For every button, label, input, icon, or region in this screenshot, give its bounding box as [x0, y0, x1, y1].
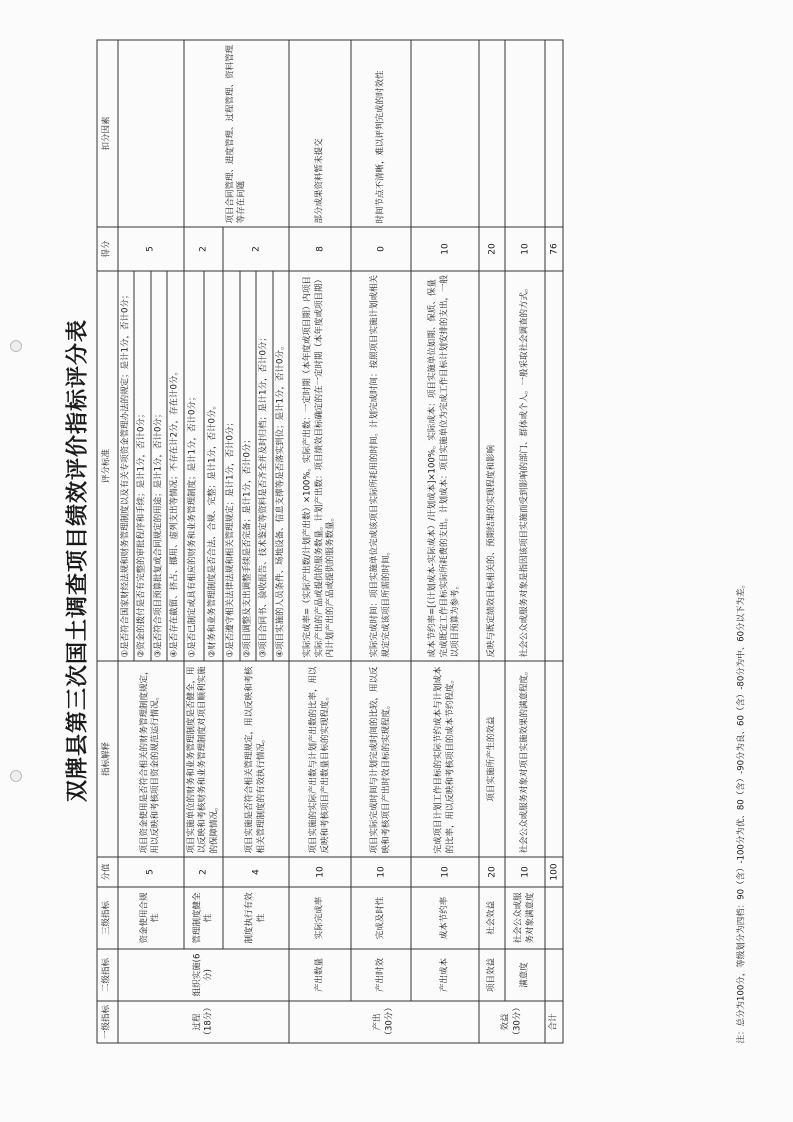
- level2-cell: 满意度: [505, 949, 545, 1001]
- deduction-cell: [505, 40, 545, 227]
- level2-cell: 产出时效: [351, 949, 411, 1001]
- criterion-cell: 实际完成率=（实际产出数/计划产出数）×100%。实际产出数：一定时期（本年度或项目期）内项目实际产出的产品或提供的服务数量。计划产出数：项目绩效目标确定的在一定时期（本年度或项目期）内计划产出的产品或提供的服务数量。: [289, 271, 351, 661]
- criterion-cell: ①是否符合国家财经法规和财务管理制度以及有关专项资金管理办法的规定；是计1分，否计0分；: [118, 271, 134, 661]
- explanation-cell: 项目实施单位的财务和业务管理制度是否健全，用以反映和考核财务和业务管理制度对项目顺利实施的保障情况。: [184, 661, 223, 857]
- criterion-cell: 成本节约率=[（计划成本-实际成本）/计划成本]×100%。实际成本：项目实施单位如期、保质、保量完成既定工作目标实际所耗费的支出。计划成本：项目实施单位为完成工作目标计划安排的支出，一般以项目预算为参考。: [411, 271, 479, 661]
- level3-cell: 成本节约率: [411, 887, 479, 949]
- weight-cell: 10: [351, 857, 411, 887]
- explanation-cell: 项目实施所产生的效益: [479, 661, 505, 857]
- score-cell: 8: [289, 227, 351, 271]
- criterion-cell: 社会公众或服务对象是指因该项目实施而受到影响的部门、群体或个人。一般采取社会调查的方式。: [505, 271, 545, 661]
- explanation-cell: 项目实施是否符合相关管理规定，用以反映和考核相关管理制度的有效执行情况。: [223, 661, 289, 857]
- explanation-cell: 社会公众或服务对象对项目实施效果的满意程度。: [505, 661, 545, 857]
- rotated-content: [1, 0, 793, 1122]
- weight-cell: 10: [505, 857, 545, 887]
- empty-cell: [545, 887, 563, 949]
- criterion-cell: ②资金的拨付是否有完整的审批程序和手续；是计1分，否计0分；: [134, 271, 150, 661]
- table-row: [289, 40, 351, 1043]
- table-row: [351, 40, 411, 1043]
- criterion-cell: ④项目实施的人员条件、场地设备、信息支撑等是否落实到位；是计1分，否计0分。: [273, 271, 289, 661]
- evaluation-table: [97, 40, 564, 1044]
- col-header: 二级指标: [97, 949, 118, 1001]
- col-header: 得分: [97, 227, 118, 271]
- empty-cell: [545, 661, 563, 857]
- level2-cell: 组织实施(6分): [118, 949, 289, 1001]
- table-row: [505, 40, 545, 1043]
- col-header: 分值: [97, 857, 118, 887]
- score-cell: 10: [411, 227, 479, 271]
- level1-cell: 效益（30分）: [479, 1001, 545, 1043]
- table-row: [118, 40, 134, 1043]
- table-row: [184, 40, 204, 1043]
- criterion-cell: ③是否符合项目预算批复或合同规定的用途；是计1分，否计0分；: [151, 271, 167, 661]
- level3-cell: 资金使用合规性: [118, 887, 184, 949]
- deduction-cell: 项目合同管理、进度管理、过程管理、资料管理等存在问题: [184, 40, 289, 227]
- explanation-cell: 项目资金使用是否符合相关的财务管理制度规定，用以反映和考核项目资金的规范运行情况。: [118, 661, 184, 857]
- total-row: [545, 40, 563, 1043]
- table-row: [411, 40, 479, 1043]
- total-weight: 100: [545, 857, 563, 887]
- level1-cell: 过程（18分）: [118, 1001, 289, 1043]
- col-header: 评分标准: [97, 271, 118, 661]
- level3-cell: 社会效益: [479, 887, 505, 949]
- header-row: [97, 40, 118, 1043]
- explanation-cell: 项目实际完成时间与计划完成时间的比较，用以反映和考核项目产出时效目标的实现程度。: [351, 661, 411, 857]
- level1-cell: 产出（30分）: [289, 1001, 479, 1043]
- level3-cell: 完成及时性: [351, 887, 411, 949]
- level2-cell: 产出数量: [289, 949, 351, 1001]
- criterion-cell: ②项目调整及支出调整手续是否完备；是计1分，否计0分；: [240, 271, 256, 661]
- deduction-cell: 部分成果资料暂未提交: [289, 40, 351, 227]
- deduction-cell: [411, 40, 479, 227]
- score-cell: 2: [184, 227, 223, 271]
- total-score: 76: [545, 227, 563, 271]
- col-header: 三级指标: [97, 887, 118, 949]
- criterion-cell: ④是否存在截留、挤占、挪用、虚列支出等情况；不存在计2分，存在计0分。: [167, 271, 183, 661]
- empty-cell: [545, 949, 563, 1001]
- criterion-cell: 实际完成时间：项目实施单位完成该项目实际所耗用的时间。计划完成时间：按照项目实施计划或相关规定完成该项目所需的时间。: [351, 271, 411, 661]
- score-cell: 5: [118, 227, 184, 271]
- weight-cell: 5: [118, 857, 184, 887]
- criterion-cell: ①是否已制定或具有相应的财务和业务管理制度；是计1分，否计0分；: [184, 271, 204, 661]
- level3-cell: 管理制度健全性: [184, 887, 223, 949]
- score-cell: 0: [351, 227, 411, 271]
- table-row: [479, 40, 505, 1043]
- criterion-cell: ①是否遵守相关法律法规和相关管理规定；是计1分，否计0分；: [223, 271, 239, 661]
- weight-cell: 10: [411, 857, 479, 887]
- level2-cell: 项目效益: [479, 949, 505, 1001]
- criterion-cell: ②财务和业务管理制度是否合法、合规、完整；是计1分，否计0分。: [204, 271, 224, 661]
- deduction-cell: [118, 40, 184, 227]
- score-cell: 20: [479, 227, 505, 271]
- total-label: 合计: [545, 1001, 563, 1043]
- empty-cell: [545, 271, 563, 661]
- level3-cell: 实际完成率: [289, 887, 351, 949]
- weight-cell: 4: [223, 857, 289, 887]
- level3-cell: 制度执行有效性: [223, 887, 289, 949]
- footnote: 注：总分为100分，等级划分为四档：90（含）-100分为优、80（含）-90分为良、60（含）-80分为中、60分以下为差。: [736, 579, 747, 1044]
- explanation-cell: 完成项目计划工作目标的实际节约成本与计划成本的比率，用以反映和考核项目的成本节约程度。: [411, 661, 479, 857]
- score-cell: 2: [223, 227, 289, 271]
- deduction-cell: 时间节点不清晰，难以评判完成的时效性: [351, 40, 411, 227]
- criterion-cell: 反映与既定绩效目标相关的、预期结果的实现程度和影响: [479, 271, 505, 661]
- weight-cell: 20: [479, 857, 505, 887]
- document-title: 双牌县第三次国土调查项目绩效评价指标评分表: [65, 319, 91, 803]
- explanation-cell: 项目实施的实际产出数与计划产出数的比率，用以反映和考核项目产出数量目标的实现程度。: [289, 661, 351, 857]
- level3-cell: 社会公众或服务对象满意度: [505, 887, 545, 949]
- weight-cell: 2: [184, 857, 223, 887]
- criterion-cell: ③项目合同书、验收报告、技术鉴定等资料是否齐全并及时归档；是计1分，否计0分；: [256, 271, 272, 661]
- level2-cell: 产出成本: [411, 949, 479, 1001]
- empty-cell: [545, 40, 563, 227]
- col-header: 一级指标: [97, 1001, 118, 1043]
- col-header: 指标解释: [97, 661, 118, 857]
- weight-cell: 10: [289, 857, 351, 887]
- score-cell: 10: [505, 227, 545, 271]
- deduction-cell: [479, 40, 505, 227]
- col-header: 扣分因素: [97, 40, 118, 227]
